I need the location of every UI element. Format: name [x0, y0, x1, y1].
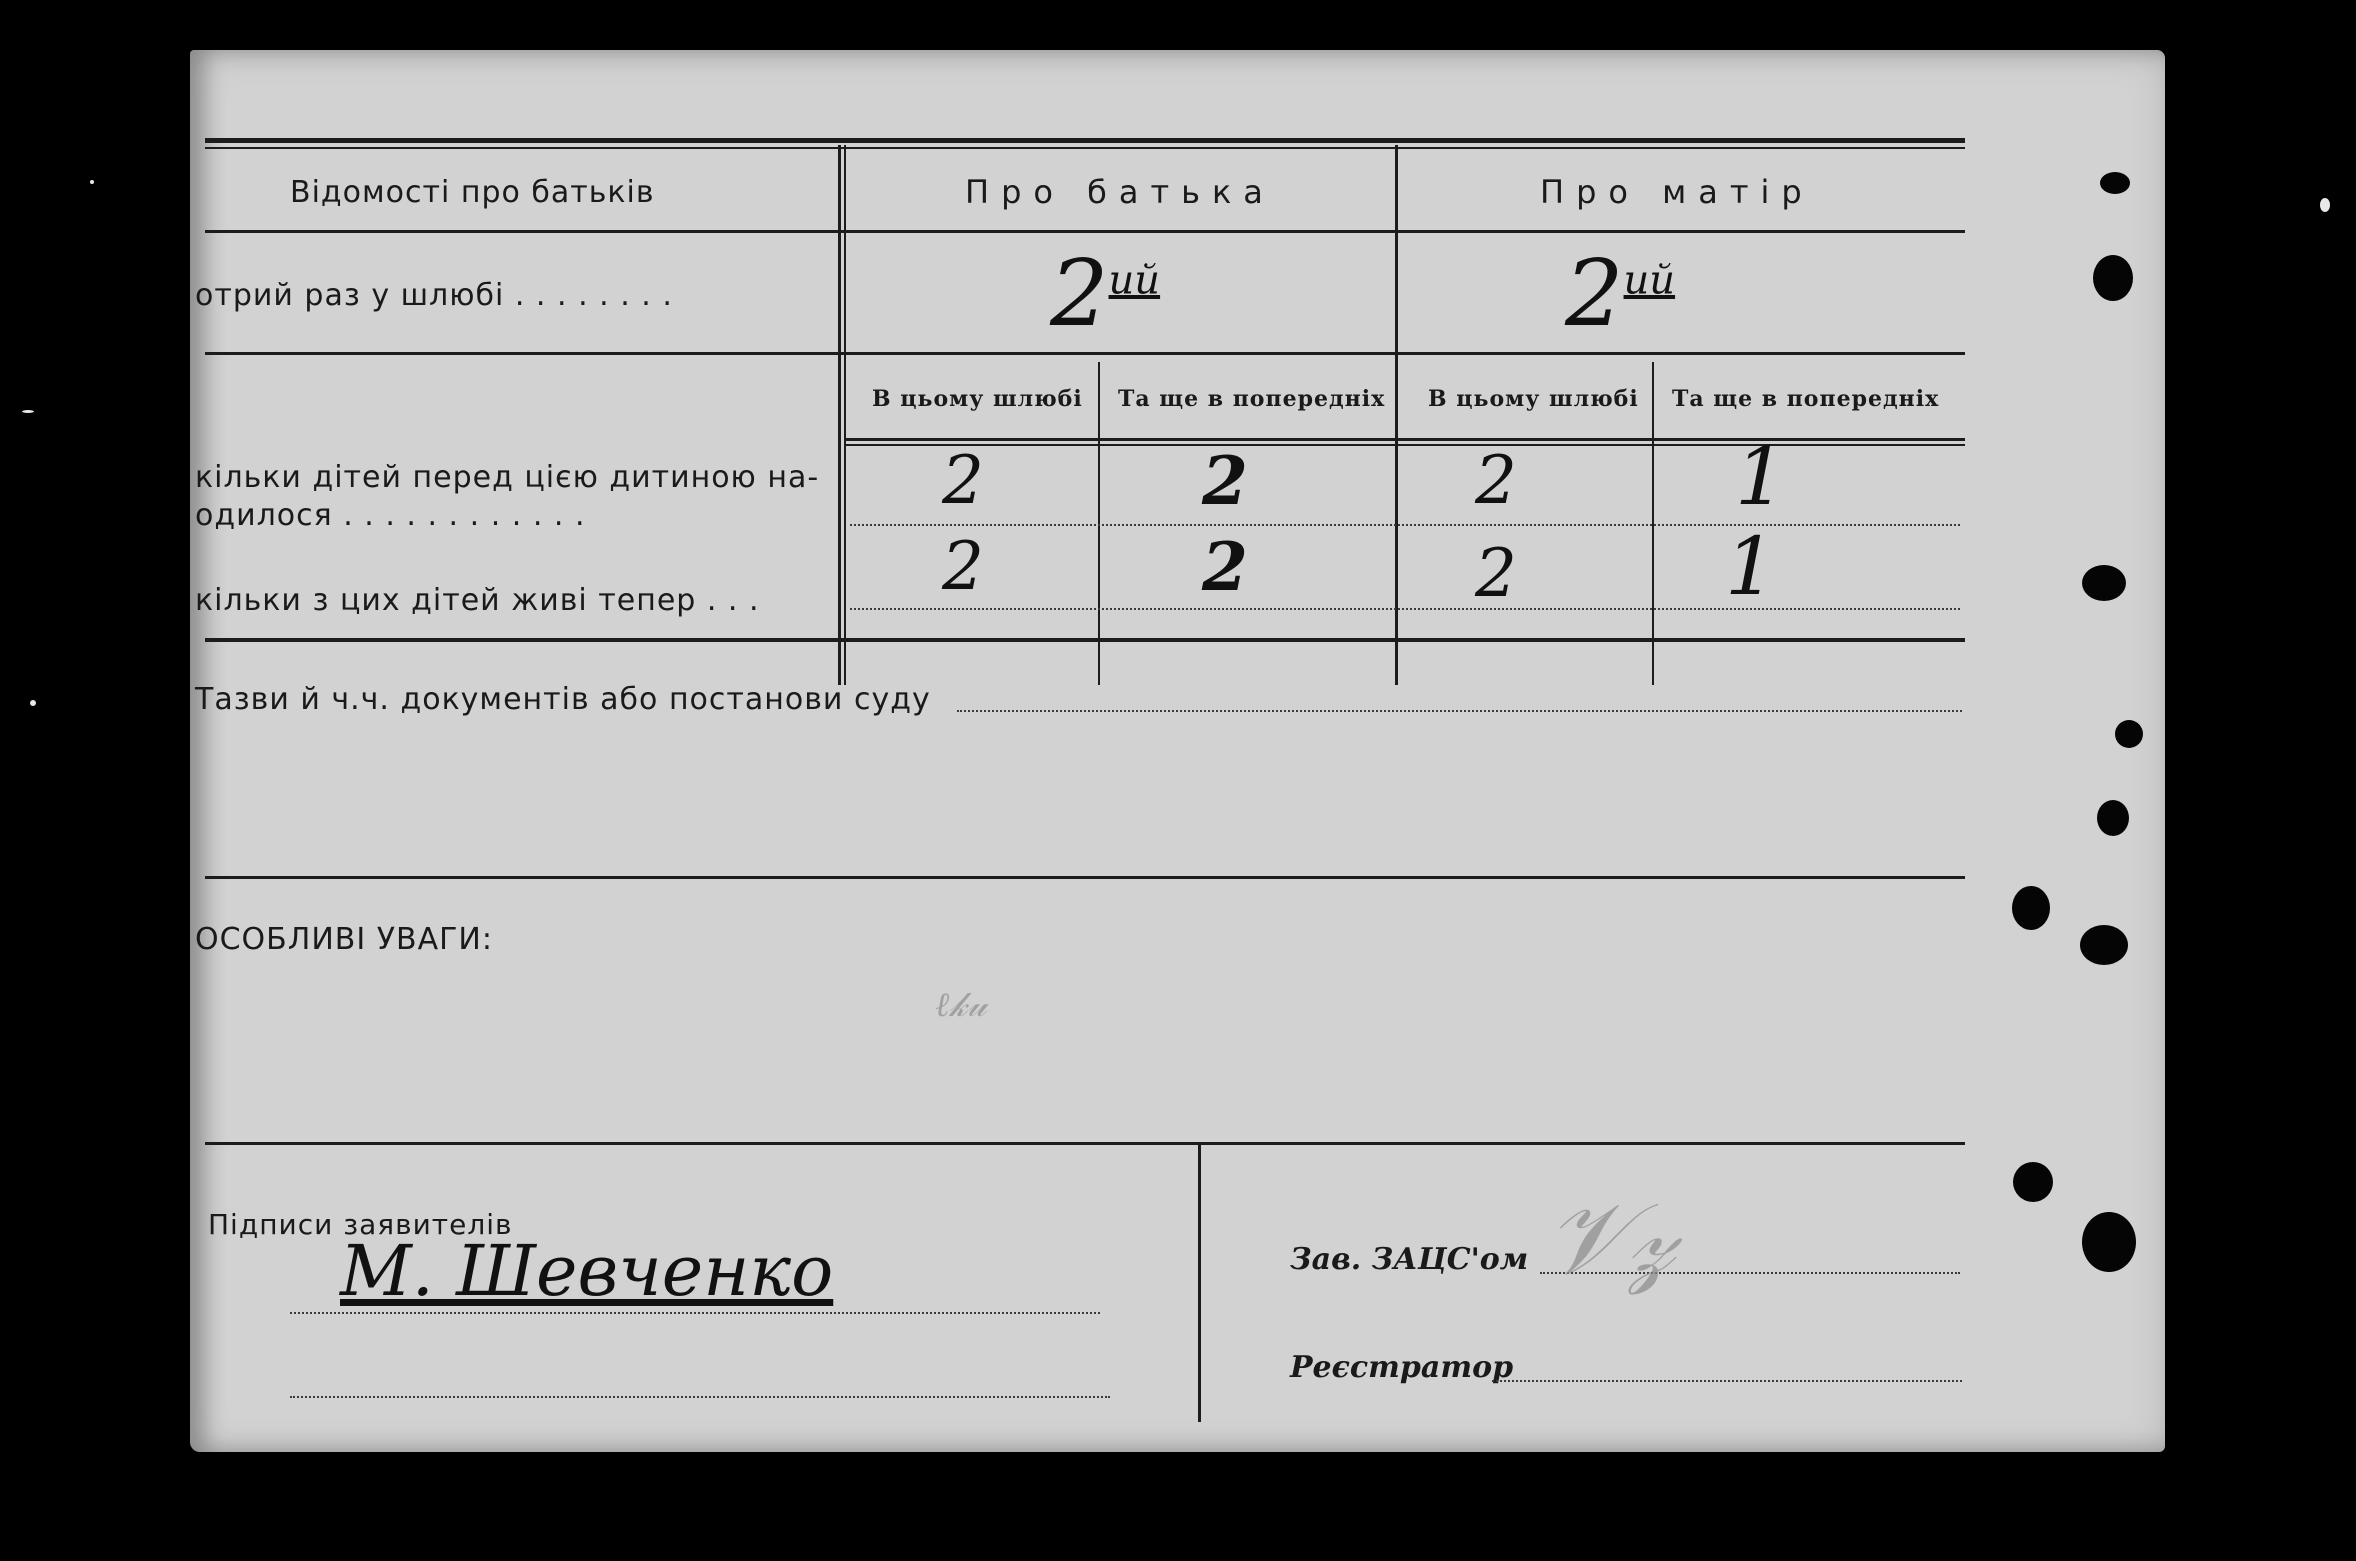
children-born-mother-prev: 1: [1735, 430, 1786, 523]
children-born-label-line2: одилося . . . . . . . . . . . .: [195, 498, 586, 533]
remarks-bottom-rule: [205, 1142, 1965, 1145]
punch-hole: [2082, 565, 2126, 601]
remarks-label: ОСОБЛИВІ УВАГИ:: [195, 922, 493, 957]
children-born-father-prev: 2: [1202, 442, 1248, 520]
column-header-mother: Про матір: [1540, 173, 1814, 211]
subheader-father-previous: Та ще в попередніх: [1118, 386, 1386, 412]
children-alive-father-prev: 2: [1202, 528, 1248, 606]
children-born-label-line1: кільки дітей перед цією дитиною на-: [195, 460, 820, 495]
documents-bottom-rule: [205, 876, 1965, 879]
punch-hole: [2115, 720, 2143, 748]
punch-hole: [2100, 172, 2130, 194]
father-marriage-number: 2: [1050, 240, 1109, 347]
mother-marriage-suffix: ий: [1623, 257, 1676, 304]
punch-hole: [2093, 255, 2133, 301]
children-born-dotline: [850, 524, 1960, 526]
applicant-signature: М. Шевченко: [340, 1230, 834, 1312]
subheader-rule: [845, 438, 1965, 441]
column-header-father: Про батька: [965, 173, 1275, 211]
signature-dotline-1: [290, 1312, 1100, 1314]
marriage-rule: [205, 352, 1965, 355]
col-divider-1: [838, 145, 841, 685]
col-divider-2: [1395, 145, 1398, 685]
faded-bleedthrough-marks: ℓ𝓀𝓊: [935, 985, 987, 1025]
signature-dotline-2: [290, 1396, 1110, 1398]
children-alive-mother-prev: 1: [1725, 520, 1776, 613]
punch-hole: [2013, 1162, 2053, 1202]
subheader-mother-this-marriage: В цьому шлюбі: [1428, 386, 1639, 412]
children-born-mother-this: 2: [1475, 442, 1517, 519]
documents-label: Тазви й ч.ч. документів або постанови суду: [195, 682, 931, 717]
punch-hole: [2082, 1212, 2136, 1272]
children-alive-dotline: [850, 608, 1960, 610]
signatures-label: Підписи заявителів: [208, 1208, 513, 1241]
dust-speck: [90, 180, 94, 184]
table-bottom-rule: [205, 638, 1965, 642]
registrar-label: Реєстратор: [1290, 1350, 1514, 1385]
dust-speck: [22, 410, 34, 413]
mother-marriage-number: 2: [1565, 240, 1624, 347]
column-header-parents-info: Відомості про батьків: [290, 175, 655, 210]
father-marriage-value: [1050, 240, 1160, 347]
documents-dotline: [957, 710, 1962, 712]
subheader-rule-thin: [845, 444, 1965, 446]
punch-hole: [2012, 886, 2050, 930]
punch-hole: [2097, 800, 2129, 836]
children-alive-mother-this: 2: [1475, 535, 1517, 612]
children-born-father-this: 2: [942, 442, 984, 519]
dust-speck: [2320, 198, 2330, 212]
col-divider-1b: [844, 145, 846, 685]
children-alive-label: кільки з цих дітей живі тепер . . .: [195, 583, 760, 618]
punch-hole: [2080, 925, 2128, 965]
dust-speck: [30, 700, 36, 706]
record-sheet: [190, 50, 2165, 1452]
head-of-registry-label: Зав. ЗАЦС'ом: [1290, 1242, 1529, 1277]
marriage-count-label: отрий раз у шлюбі . . . . . . . .: [195, 278, 673, 313]
father-marriage-suffix: ий: [1108, 257, 1161, 304]
signature-divider: [1198, 1142, 1201, 1422]
header-rule: [205, 230, 1965, 233]
subheader-father-this-marriage: В цьому шлюбі: [872, 386, 1083, 412]
top-rule: [205, 138, 1965, 143]
children-alive-father-this: 2: [942, 528, 984, 605]
top-rule-thin: [205, 147, 1965, 149]
subheader-mother-previous: Та ще в попередніх: [1672, 386, 1940, 412]
faded-official-signature: 𝒱𝓏: [1545, 1180, 1675, 1297]
registrar-dotline: [1492, 1380, 1962, 1382]
mother-marriage-value: [1565, 240, 1675, 347]
